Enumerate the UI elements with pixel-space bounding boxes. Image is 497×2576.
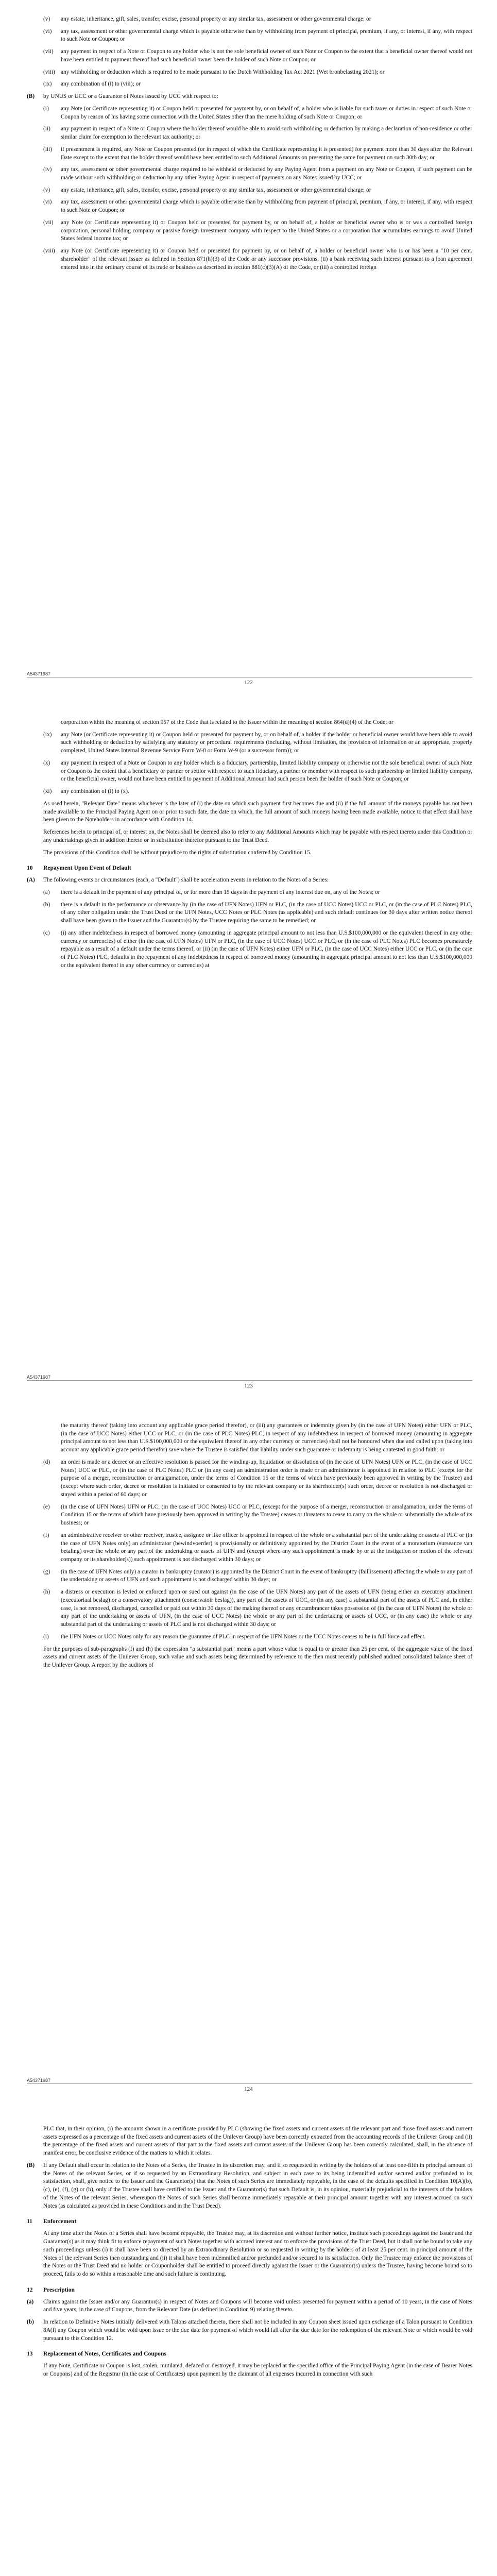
clause-label: (i): [43, 1633, 49, 1640]
sub-clause: [43, 125, 472, 141]
sub-clause: [43, 187, 472, 195]
clause-text: corporation within the meaning of section 957 of the Code that is related to the Issuer within the meaning of section 864(d)(4) of the Code; or: [61, 719, 393, 725]
section-title: Enforcement: [43, 2218, 77, 2225]
document-page: [0, 2110, 497, 2576]
sub-clause: [43, 1532, 472, 1564]
clause-text: (i) any other indebtedness in respect of borrowed money (amounting in aggregate principal amount to not less than U.S.$100,000,000 or the equivalent thereof in any other currency or currencies) of either (in the case of UFN Notes) UFN or PLC, (in the case of UCC Notes) UCC or PLC, or (in the case of PLC Notes) PLC becomes prematurely repayable as a result of a default under the terms thereof, or (ii) (in the case of UFN Notes) either UFN or PLC, (in the case of UCC Notes) either UCC or PLC, or (in the case of PLC Notes) PLC, defaults in the repayment of any indebtedness in respect of borrowed money (amounting in aggregate principal amount to not less than U.S.$100,000,000 or the equivalent thereof in any other currency or currencies) at: [61, 929, 472, 969]
clause-label-spacer: [43, 1422, 61, 1454]
clause-label: (c): [43, 929, 50, 936]
clause-label: (vii): [43, 48, 54, 55]
page-number: 124: [244, 2086, 253, 2092]
clause-text: any Note (or Certificate representing it) or Coupon held or presented for payment by, or on behalf of, a holder who is liable for such taxes or duties in respect of such Note or Coupon by reason of his having some connection with the United States other than the mere holding of such Note or Coupon; or: [61, 105, 472, 120]
paragraph: At any time after the Notes of a Series shall have become repayable, the Trustee may, at its discretion and without further notice, institute such proceedings against the Issuer and the Guarantor(s) as it may think fit to enforce repayment of such Notes together with accrued interest and to enforce the provisions of the Trust Deed, but it shall not be bound to take any such proceedings unless (i) it shall have been so directed by an Extraordinary Resolution or so requested in writing by the holders of at least 25 per cent. in principal amount of the Notes of the relevant Series then outstanding and (ii) it shall have been indemnified and/or prefunded and/or secured to its satisfaction. Only the Trustee may enforce the provisions of the Notes or the Trust Deed and no holder or Couponholder shall be entitled to proceed directly against the Issuer or the Guarantor(s) unless the Trustee, having become bound so to proceed, fails to do so within a reasonable time and such failure is continuing.: [43, 2230, 472, 2277]
clause: [27, 876, 472, 885]
clause-text: any payment in respect of a Note or Coupon to any holder who is not the sole beneficial owner of such Note or Coupon to the extent that a beneficial owner thereof would not have been entitled to payment thereof had such beneficial owner been the holder of such Note or Coupon; or: [61, 48, 472, 63]
clause-text: there is a default in the payment of any principal of, or for more than 15 days in the payment of any interest due on, any of the Notes; or: [61, 889, 380, 895]
clause-label: (d): [43, 1459, 50, 1465]
clause: [27, 2318, 472, 2343]
document-page: [0, 0, 497, 703]
clause-text: (in the case of UFN Notes only) a curator in bankruptcy (curator) is appointed by the District Court in the event of bankruptcy (faillissement) affecting the whole or any part of the undertaking or assets of UFN and such appointment is not discharged within 30 days; or: [61, 1568, 472, 1583]
section-heading: [27, 2286, 472, 2294]
continued-clause: [43, 719, 472, 727]
sub-clause: [43, 731, 472, 755]
clause-label: (ix): [43, 731, 52, 738]
document-id: A54371987: [27, 1375, 51, 1380]
paragraph: The provisions of this Condition shall be without prejudice to the rights of substitution conferred by Condition 15.: [43, 849, 312, 856]
clause-label: (A): [27, 877, 35, 884]
clause-label: (ii): [43, 126, 50, 132]
clause-label: (iv): [43, 166, 52, 173]
sub-clause: [43, 28, 472, 44]
clause-text: any combination of (i) to (x).: [61, 788, 129, 795]
sub-clause: [43, 247, 472, 272]
clause-label: (B): [27, 2162, 35, 2168]
clause-label: (e): [43, 1503, 50, 1510]
clause: [27, 93, 472, 101]
clause-label: (vii): [43, 219, 54, 226]
sub-clause: [43, 1503, 472, 1528]
section-number: 12: [27, 2286, 33, 2293]
sub-clause: [43, 759, 472, 784]
section-title: Prescription: [43, 2286, 75, 2293]
clause-label: (i): [43, 105, 49, 112]
clause-text: In relation to Definitive Notes initially delivered with Talons attached thereto, there shall not be included in any Coupon sheet issued upon exchange of a Talon pursuant to Condition 8A(f) any Coupon which would be void upon issue or the due date for payment of which would fall after the due date for the redemption of the relevant Note or which would be void pursuant to this Condition 12.: [43, 2319, 472, 2342]
document-id: A54371987: [27, 2078, 51, 2083]
continued-clause: [43, 1422, 472, 1454]
clause-text: any estate, inheritance, gift, sales, transfer, excise, personal property or any similar tax, assessment or other governmental charge; or: [61, 187, 371, 193]
clause-text: Claims against the Issuer and/or any Guarantor(s) in respect of Notes and Coupons will become void unless presented for payment within a period of 10 years, in the case of Notes and five years, in the case of Coupons, from the Relevant Date (as defined in Condition 9) relating thereto.: [43, 2298, 472, 2313]
clause: [27, 2298, 472, 2314]
sub-clause: [43, 1459, 472, 1499]
footer-rule: [27, 2083, 472, 2084]
section-number: 11: [27, 2218, 32, 2225]
section-heading: [27, 864, 472, 872]
paragraph: References herein to principal of, or interest on, the Notes shall be deemed also to refer to any Additional Amounts which may be payable with respect thereto under this Condition or any undertakings given in addition thereto or in substitution therefor pursuant to the Trust Deed.: [43, 829, 472, 843]
paragraph: If any Note, Certificate or Coupon is lost, stolen, mutilated, defaced or destroyed, it may be replaced at the specified office of the Principal Paying Agent (in the case of Bearer Notes or Coupons) and of the Registrar (in the case of Certificates) upon payment by the claimant of all expenses incurred in connection with such: [43, 2363, 472, 2378]
clause-label: (b): [43, 901, 50, 908]
clause-text: any Note (or Certificate representing it) or Coupon held or presented for payment by, or on behalf of, a holder or beneficial owner who is or was a controlled foreign corporation, personal holding company or passive foreign investment company with respect to the United States or a corporation that accumulates earnings to avoid United States federal income tax; or: [61, 219, 472, 242]
clause-label: (ix): [43, 81, 52, 88]
clause-text: any combination of (i) to (viii); or: [61, 81, 141, 88]
clause-text: any estate, inheritance, gift, sales, transfer, excise, personal property or any similar tax, assessment or other governmental charge; or: [61, 16, 371, 22]
section-heading: [27, 2350, 472, 2358]
clause-text: (in the case of UFN Notes) UFN or PLC, (in the case of UCC Notes) UCC or PLC, (except for the purpose of a merger, reconstruction or amalgamation, under the terms of Condition 15 or the terms of which have previously been approved in writing by the Trustee) ceases or threatens to cease to carry on the whole or substantially the whole of its business; or: [61, 1503, 472, 1527]
clause-label: (v): [43, 187, 50, 193]
clause-label-spacer: [43, 719, 61, 727]
clause-label: (viii): [43, 248, 55, 255]
sub-clause: [43, 146, 472, 162]
clause-label: (vi): [43, 199, 52, 206]
clause-text: if presentment is required, any Note or Coupon presented (or in respect of which the Certificate representing it is presented) for payment more than 30 days after the Relevant Date except to the extent that the holder thereof would have been entitled to such Additional Amounts on presenting the same for payment on such 30th day; or: [61, 146, 472, 161]
clause-text: any tax, assessment or other governmental charge required to be withheld or deducted by any Paying Agent from a payment on any Note or Coupon, if such payment can be made without such withholding or deduction by any other Paying Agent in respect of payments on any Notes issued by UCC; or: [61, 166, 472, 181]
sub-clause: [43, 889, 472, 897]
section-number: 10: [27, 865, 33, 872]
sub-clause: [43, 901, 472, 925]
clause-label: (xi): [43, 788, 52, 795]
section-heading: [27, 2217, 472, 2226]
page-content: [27, 1422, 472, 1674]
clause-text: an administrative receiver or other receiver, trustee, assignee or like officer is appointed in respect of the whole or a substantial part of the undertaking or assets of PLC or (in the case of UFN Notes only) an administrator (bewindvoerder) is provisionally or definitively appointed by the District Court in the event of a moratorium (surseance van betaling) over the whole or any part of the undertaking or assets of UFN and (except where any such appointment is made by or at the instigation or motion of the relevant company or its shareholder(s)) such appointment is not discharged within 30 days; or: [61, 1532, 472, 1563]
page-number: 122: [244, 680, 253, 686]
document-page: [0, 703, 497, 1406]
clause: [27, 2162, 472, 2210]
clause-text: any tax, assessment or other governmental charge which is payable otherwise than by withholding from payment of principal, premium, if any, or interest, if any, with respect to such Note or Coupon; or: [61, 199, 472, 214]
clause-label: (a): [27, 2298, 34, 2305]
clause-text: any Note (or Certificate representing it) or Coupon held or presented for payment by, or on behalf of, a holder if the holder or beneficial owner would have been able to avoid such withholding or deduction by satisfying any statutory or procedural requirements (including, without limitation, the provision of information or an appropriate, properly completed, United States Internal Revenue Service Form W-8 or Form W-9 (or a successor form)); or: [61, 731, 472, 754]
clause-text: the maturity thereof (taking into account any applicable grace period therefor), or (iii) any guarantees or indemnity given by (in the case of UFN Notes) either UFN or PLC, (in the case of UCC Notes) either UCC or PLC, or (in the case of PLC Notes) PLC, in respect of any indebtedness in respect of borrowed money (amounting in aggregate principal amount to not less than U.S.$100,000,000 or the equivalent thereof in any other currency or currencies) shall not be honoured when due and called upon (taking into account any applicable grace period therefor) save where the Trustee is satisfied that liability under such guarantee or indemnity is being contested in good faith; or: [61, 1422, 472, 1453]
document-id: A54371987: [27, 671, 51, 676]
footer-rule: [27, 1380, 472, 1381]
clause-text: any Note (or Certificate representing it) or Coupon held or presented for payment by, or on behalf of, a holder or beneficial owner who is or has been a "10 per cent. shareholder" of the relevant Issuer as defined in Section 871(h)(3) of the Code or any successor provisions, (ii) a bank receiving such interest pursuant to a loan agreement entered into in the ordinary course of its trade or business as described in section 881(c)(3)(A) of the Code, or (iii) a controlled foreign: [61, 248, 472, 270]
clause-label: (a): [43, 889, 50, 895]
clause-label: (b): [27, 2319, 34, 2326]
page-content: [27, 719, 472, 974]
paragraph: For the purposes of sub-paragraphs (f) and (h) the expression "a substantial part" means a part whose value is equal to or greater than 25 per cent. of the aggregate value of the fixed assets and current assets of the Unilever Group, such value and such assets being determined by reference to the then most recently published audited consolidated balance sheet of the Unilever Group. A report by the auditors of: [43, 1646, 472, 1669]
clause-label: (B): [27, 93, 35, 100]
clause-text: the UFN Notes or UCC Notes only for any reason the guarantee of PLC in respect of the UFN Notes or the UCC Notes ceases to be in full force and effect.: [61, 1633, 426, 1640]
section-title: Replacement of Notes, Certificates and Coupons: [43, 2350, 166, 2358]
clause-label: (v): [43, 16, 50, 22]
clause-label: (g): [43, 1568, 50, 1575]
sub-clause: [43, 166, 472, 182]
clause-label: (viii): [43, 69, 55, 75]
sub-clause: [43, 929, 472, 970]
sub-clause: [43, 1633, 472, 1641]
clause-label: (vi): [43, 28, 52, 35]
clause-text: If any Default shall occur in relation to the Notes of a Series, the Trustee in its discretion may, and if so requested in writing by the holders of at least one-fifth in principal amount of the Notes of the relevant Series, or if so requested by an Extraordinary Resolution, and subject in each case to its being indemnified and/or secured and/or prefunded to its satisfaction, shall, give notice to the Issuer and the Guarantor(s) that the Notes of such Series are immediately repayable, in the case of the defaults specified in Condition 10(A)(b), (c), (e), (f), (g) or (h), only if the Trustee shall have certified to the Issuer and the Guarantor(s) that such Default is, in its opinion, materially prejudicial to the interests of the holders of the Notes of the relevant Series, whereupon the Notes of such Series shall become immediately repayable at their principal amount together with any interest accrued on such Notes (as calculated as provided in these Conditions and in the Trust Deed).: [43, 2162, 472, 2209]
sub-clause: [43, 198, 472, 214]
sub-clause: [43, 48, 472, 64]
sub-clause: [43, 15, 472, 24]
sub-clause: [43, 1568, 472, 1584]
document-page: [0, 1406, 497, 2110]
clause-text: there is a default in the performance or observance by (in the case of UFN Notes) UFN or PLC, (in the case of UCC Notes) UCC or PLC, or (in the case of PLC Notes) PLC, of any other obligation under the Trust Deed or the UFN Notes, UCC Notes or PLC Notes (as applicable) and such default continues for 30 days after written notice thereof shall have been given to the Issuer and the Guarantor(s) by the Trustee requiring the same to be remedied; or: [61, 901, 472, 924]
sub-clause: [43, 1588, 472, 1629]
clause-text: by UNUS or UCC or a Guarantor of Notes issued by UCC with respect to:: [43, 93, 218, 100]
sub-clause: [43, 219, 472, 243]
sub-clause: [43, 105, 472, 121]
clause-label: (h): [43, 1589, 50, 1596]
clause-text: any withholding or deduction which is required to be made pursuant to the Dutch Withholding Tax Act 2021 (Wet bronbelasting 2021); or: [61, 69, 385, 75]
section-number: 13: [27, 2350, 33, 2358]
section-title: Repayment Upon Event of Default: [43, 865, 131, 872]
clause-label: (x): [43, 759, 50, 766]
clause-text: any payment in respect of a Note or Coupon where the holder thereof would be able to avoid such withholding or deduction by making a declaration of non-residence or other similar claim for exemption to the relevant tax authority; or: [61, 126, 472, 141]
sub-clause: [43, 80, 472, 89]
sub-clause: [43, 69, 472, 77]
clause-text: any payment in respect of a Note or Coupon to any holder which is a fiduciary, partnership, limited liability company or otherwise not the sole beneficial owner of such Note or Coupon to the extent that a beneficiary or partner or settlor with respect to such fiduciary, a partner or member with respect to such partnership or limited liability company, or the beneficial owner, would not have been entitled to payment of Additional Amount had such person been the holder of such Note or Coupon; or: [61, 759, 472, 783]
clause-text: a distress or execution is levied or enforced upon or sued out against (in the case of the UFN Notes) any part of the assets of UFN (being either an executory attachment (executoriaal beslag) or a conservatory attachment (conservatoir beslag)), any part of the assets of UCC, or (in any case) a substantial part of the assets of PLC and, in either case, is not removed, discharged, cancelled or paid out within 30 days of the making thereof or any encumbrancer takes possession of (in the case of UFN Notes) the whole or any part of the undertaking or assets of UFN, (in the case of UCC Notes) the whole or any part of the undertaking or assets of UCC, or (in any case) the whole or any substantial part of the undertaking or assets of PLC and is not discharged within 30 days; or: [61, 1589, 472, 1628]
clause-text: an order is made or a decree or an effective resolution is passed for the winding-up, liquidation or dissolution of (in the case of UFN Notes) UFN or PLC, (in the case of UCC Notes) UCC or PLC, or (in the case of PLC Notes) PLC or (in any case) an administration order is made or an administrator is appointed in relation to PLC (except for the purpose of a merger, reconstruction or amalgamation, under the terms of Condition 15 or the terms of which have previously been approved in writing by the Trustee) and (except where such order, decree or resolution is initiated or consented to by the relevant company or its shareholder(s) such order, decree or resolution is not discharged or stayed within a period of 60 days; or: [61, 1459, 472, 1498]
page-content: [27, 2125, 472, 2383]
paragraph: PLC that, in their opinion, (i) the amounts shown in a certificate provided by PLC (showing the fixed assets and current assets of the relevant part and those fixed assets and current assets expressed as a percentage of the fixed assets and current assets of the Unilever Group) have been correctly extracted from the accounting records of the Unilever Group and (ii) the percentage of the fixed assets and current assets of that part to the fixed assets and current assets of the Unilever Group has been correctly calculated, shall, in the absence of manifest error, be conclusive evidence of the matters to which it relates.: [43, 2126, 472, 2157]
clause-text: any tax, assessment or other governmental charge which is payable otherwise than by withholding from payment of principal, premium, if any, or interest, if any, with respect to such Note or Coupon; or: [61, 28, 472, 43]
clause-label: (iii): [43, 146, 53, 152]
clause-text: The following events or circumstances (each, a "Default") shall be acceleration events in relation to the Notes of a Series:: [43, 877, 329, 884]
page-content: [27, 15, 472, 276]
clause-label: (f): [43, 1532, 49, 1538]
paragraph: As used herein, "Relevant Date" means whichever is the later of (i) the date on which such payment first becomes due and (ii) if the full amount of the moneys payable has not been made available to the Principal Paying Agent on or prior to such date, the date on which, the full amount of such moneys having been made available, notice to that effect shall have been given to the Noteholders in accordance with Condition 14.: [43, 800, 472, 823]
sub-clause: [43, 788, 472, 796]
page-number: 123: [244, 1383, 253, 1389]
